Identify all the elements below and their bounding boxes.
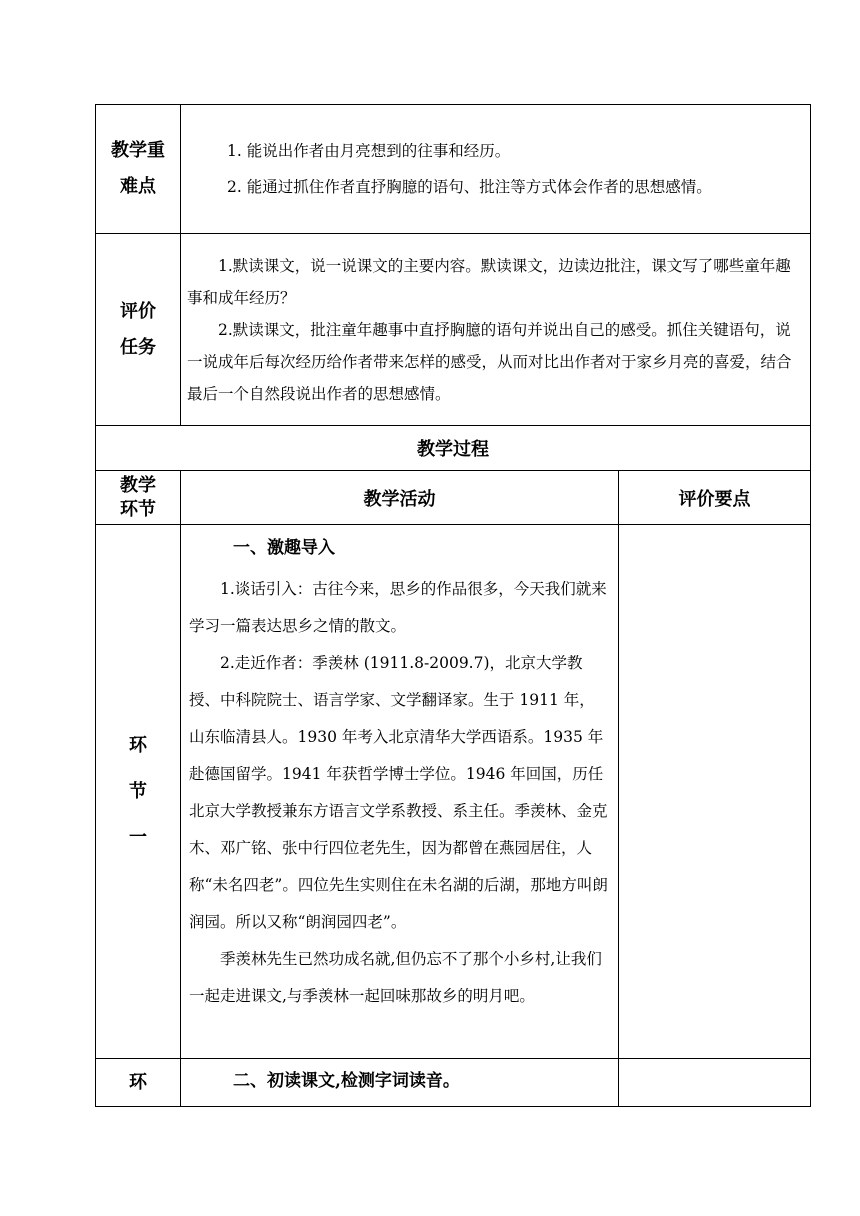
col-header-stage-line1: 教学 bbox=[120, 474, 156, 496]
evaluation-tasks-label-line2: 任务 bbox=[120, 336, 156, 358]
stage-one-label-char: 节 bbox=[129, 780, 147, 802]
col-header-activity: 教学活动 bbox=[181, 471, 619, 525]
evaluation-tasks-content bbox=[181, 234, 811, 426]
stage-one-label-char: 一 bbox=[129, 826, 147, 848]
stage-two-activity bbox=[181, 1059, 619, 1107]
key-points-content bbox=[181, 105, 811, 234]
lesson-plan-table bbox=[95, 104, 811, 1107]
col-header-eval: 评价要点 bbox=[619, 471, 811, 525]
evaluation-task-paragraph: 1.默读课文，说一说课文的主要内容。默读课文，边读边批注，课文写了哪些童年趣事和成年经历？ bbox=[187, 256, 791, 307]
key-points-label-line1: 教学重 bbox=[111, 140, 165, 161]
key-points-row bbox=[96, 105, 811, 234]
key-points-label bbox=[96, 105, 181, 234]
stage-two-title: 二、初读课文,检测字词读音。 bbox=[233, 1070, 460, 1091]
stage-one-label-char: 环 bbox=[129, 734, 147, 756]
stage-two-label: 环 bbox=[96, 1059, 181, 1107]
key-point-item: 1. 能说出作者由月亮想到的往事和经历。 bbox=[227, 142, 511, 160]
stage-one-eval bbox=[619, 525, 811, 1059]
stage-one-activity bbox=[181, 525, 619, 1059]
process-header-row bbox=[96, 471, 811, 525]
stage-one-paragraph: 1.谈话引入：古往今来，思乡的作品很多，今天我们就来学习一篇表达思乡之情的散文。 bbox=[189, 580, 607, 635]
stage-two-eval bbox=[619, 1059, 811, 1107]
key-points-label-line2: 难点 bbox=[120, 176, 156, 197]
evaluation-task-paragraph: 2.默读课文，批注童年趣事中直抒胸臆的语句并说出自己的感受。抓住关键语句，说一说成年后每次经历给作者带来怎样的感受，从而对比出作者对于家乡月亮的喜爱，结合最后一个自然段说出作者的思想感情。 bbox=[187, 320, 792, 403]
col-header-stage-line2: 环节 bbox=[120, 498, 156, 520]
evaluation-tasks-row bbox=[96, 234, 811, 426]
stage-one-label bbox=[96, 525, 181, 1059]
key-point-item: 2. 能通过抓住作者直抒胸臆的语句、批注等方式体会作者的思想感情。 bbox=[227, 178, 712, 196]
evaluation-tasks-label-line1: 评价 bbox=[120, 300, 156, 322]
col-header-stage bbox=[96, 471, 181, 525]
stage-one-row bbox=[96, 525, 811, 1059]
stage-one-paragraph: 季羡林先生已然功成名就,但仍忘不了那个小乡村,让我们一起走进课文,与季羡林一起回味那故乡的明月吧。 bbox=[189, 950, 602, 1005]
process-title-row bbox=[96, 426, 811, 471]
stage-one-title: 一、激趣导入 bbox=[233, 538, 335, 558]
process-title: 教学过程 bbox=[96, 426, 811, 471]
evaluation-tasks-label bbox=[96, 234, 181, 426]
stage-one-paragraph: 2.走近作者：季羡林 (1911.8-2009.7)，北京大学教授、中科院院士、语言学家、文学翻译家。生于 1911 年，山东临清县人。1930 年考入北京清华大学西语系。1935 年赴德国留学。1941 年获哲学博士学位。1946 年回国，历任北京大学教授兼东方语言文学系教授、系主任。季羡林、金克木、邓广铭、张中行四位老先生，因为都曾在燕园居住，人称“未名四老”。四位先生实则住在未名湖的后湖，那地方叫朗润园。所以又称“朗润园四老”。 bbox=[189, 654, 608, 931]
stage-two-row bbox=[96, 1059, 811, 1107]
